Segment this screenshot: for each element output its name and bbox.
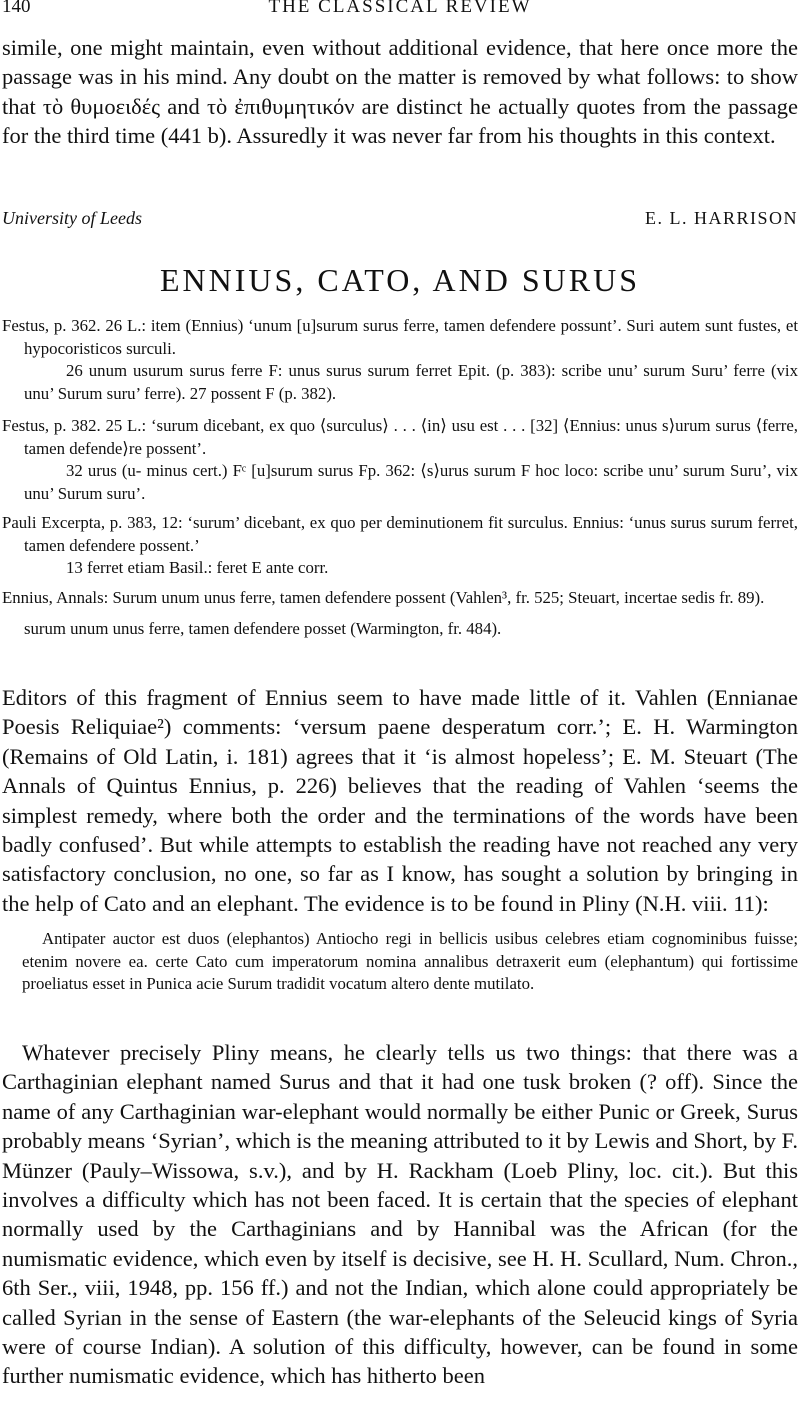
page-number: 140	[2, 0, 31, 17]
testimonium-text: Ennius, Annals: Surum unum unus ferre, tamen defendere possent (Vahlen³, fr. 525; Steuart, incertae sedis fr. 89).	[2, 588, 765, 607]
testimonium-text: Festus, p. 382. 25 L.: ‘surum dicebant, ex quo ⟨surculus⟩ . . . ⟨in⟩ usu est . . . [32] ⟨Ennius: unus s⟩urum surus ⟨ferre, tamen defende⟩re possent’.	[2, 416, 798, 458]
author-name: E. L. HARRISON	[644, 208, 798, 228]
paragraph-text: Whatever precisely Pliny means, he clearly tells us two things: that there was a Carthaginian elephant named Surus and that it had one tusk broken (? off). Since the name of any Carthaginian war-elephant would normally be either Punic or Greek, Surus probably means ‘Syrian’, which is the meaning attributed to it by Lewis and Short, by F. Münzer (Pauly–Wissowa, s.v.), and by H. Rackham (Loeb Pliny, loc. cit.). But this involves a difficulty which has not been faced. It is certain that the species of elephant normally used by the Carthaginians and by Hannibal was the African (for the numismatic evidence, which even by itself is decisive, see H. H. Scullard, Num. Chron., 6th Ser., viii, 1948, pp. 156 ff.) and not the Indian, which alone could appropriately be called Syrian in the sense of Eastern (the war-elephants of the Seleucid kings of Syria were of course Indian). A solution of this difficulty, however, can be found in some further numismatic evidence, which has hitherto been	[2, 1040, 798, 1389]
journal-title: THE CLASSICAL REVIEW	[268, 0, 532, 17]
testimonium-1	[2, 315, 798, 405]
body-paragraph-1	[2, 683, 798, 918]
paragraph-text: Editors of this fragment of Ennius seem to have made little of it. Vahlen (Ennianae Poesis Reliquiae²) comments: ‘versum paene desperatum corr.’; E. H. Warmington (Remains of Old Latin, i. 181) agrees that it ‘is almost hopeless’; E. M. Steuart (The Annals of Quintus Ennius, p. 226) believes that the reading of Vahlen ‘seems the simplest remedy, where both the order and the terminations of the words have been badly confused’. But while attempts to establish the reading have not reached any very satisfactory conclusion, no one, so far as I know, has sought a solution by bringing in the help of Cato and an elephant. The evidence is to be found in Pliny (N.H. viii. 11):	[2, 685, 798, 916]
testimonium-2	[2, 415, 798, 505]
previous-article-text: simile, one might maintain, even without additional evidence, that here once more the passage was in his mind. Any doubt on the matter is removed by what follows: to show that τὸ θυμοειδές and τὸ ἐπιθυμητικόν are distinct he actually quotes from the passage for the third time (441 b). Assuredly it was never far from his thoughts in this context.	[2, 35, 798, 149]
apparatus-note: 32 urus (u- minus cert.) Fᶜ [u]surum surus Fp. 362: ⟨s⟩urus surum F hoc loco: scribe unu’ surum Suru’, vix unu’ Surum suru’.	[24, 461, 798, 503]
testimonium-4	[2, 587, 798, 640]
article-title: ENNIUS, CATO, AND SURUS	[159, 262, 641, 298]
testimonium-text: Pauli Excerpta, p. 383, 12: ‘surum’ dicebant, ex quo per deminutionem fit surculus. Ennius: ‘unus surus surum ferret, tamen defendere possent.’	[2, 513, 798, 555]
apparatus-note: 13 ferret etiam Basil.: feret E ante corr.	[66, 558, 329, 577]
pliny-quotation	[2, 928, 798, 996]
testimonium-3	[2, 512, 798, 580]
warmington-reading: surum unum unus ferre, tamen defendere posset (Warmington, fr. 484).	[24, 618, 502, 638]
quotation-text: Antipater auctor est duos (elephantos) Antiocho regi in bellicis usibus celebres etiam cognominibus fuisse; etenim novere ea. certe Cato cum imperatorum nomina annalibus detraxerit eum (elephantum) qui fortissime proeliatus esset in Punica acie Surum tradidit vocatum altero dente mutilato.	[22, 929, 798, 993]
apparatus-note: 26 unum usurum surus ferre F: unus surus surum ferret Epit. (p. 383): scribe unu’ surum Suru’ ferre (vix unu’ Surum suru’ ferre). 27 possent F (p. 382).	[24, 361, 798, 403]
body-paragraph-2	[2, 1038, 798, 1391]
running-header	[0, 0, 800, 26]
author-affiliation: University of Leeds	[2, 208, 142, 228]
previous-article-ending	[2, 33, 798, 151]
testimonium-text: Festus, p. 362. 26 L.: item (Ennius) ‘unum [u]surum surus ferre, tamen defendere possunt’. Suri autem sunt fustes, et hypocoristicos surculi.	[2, 316, 798, 358]
